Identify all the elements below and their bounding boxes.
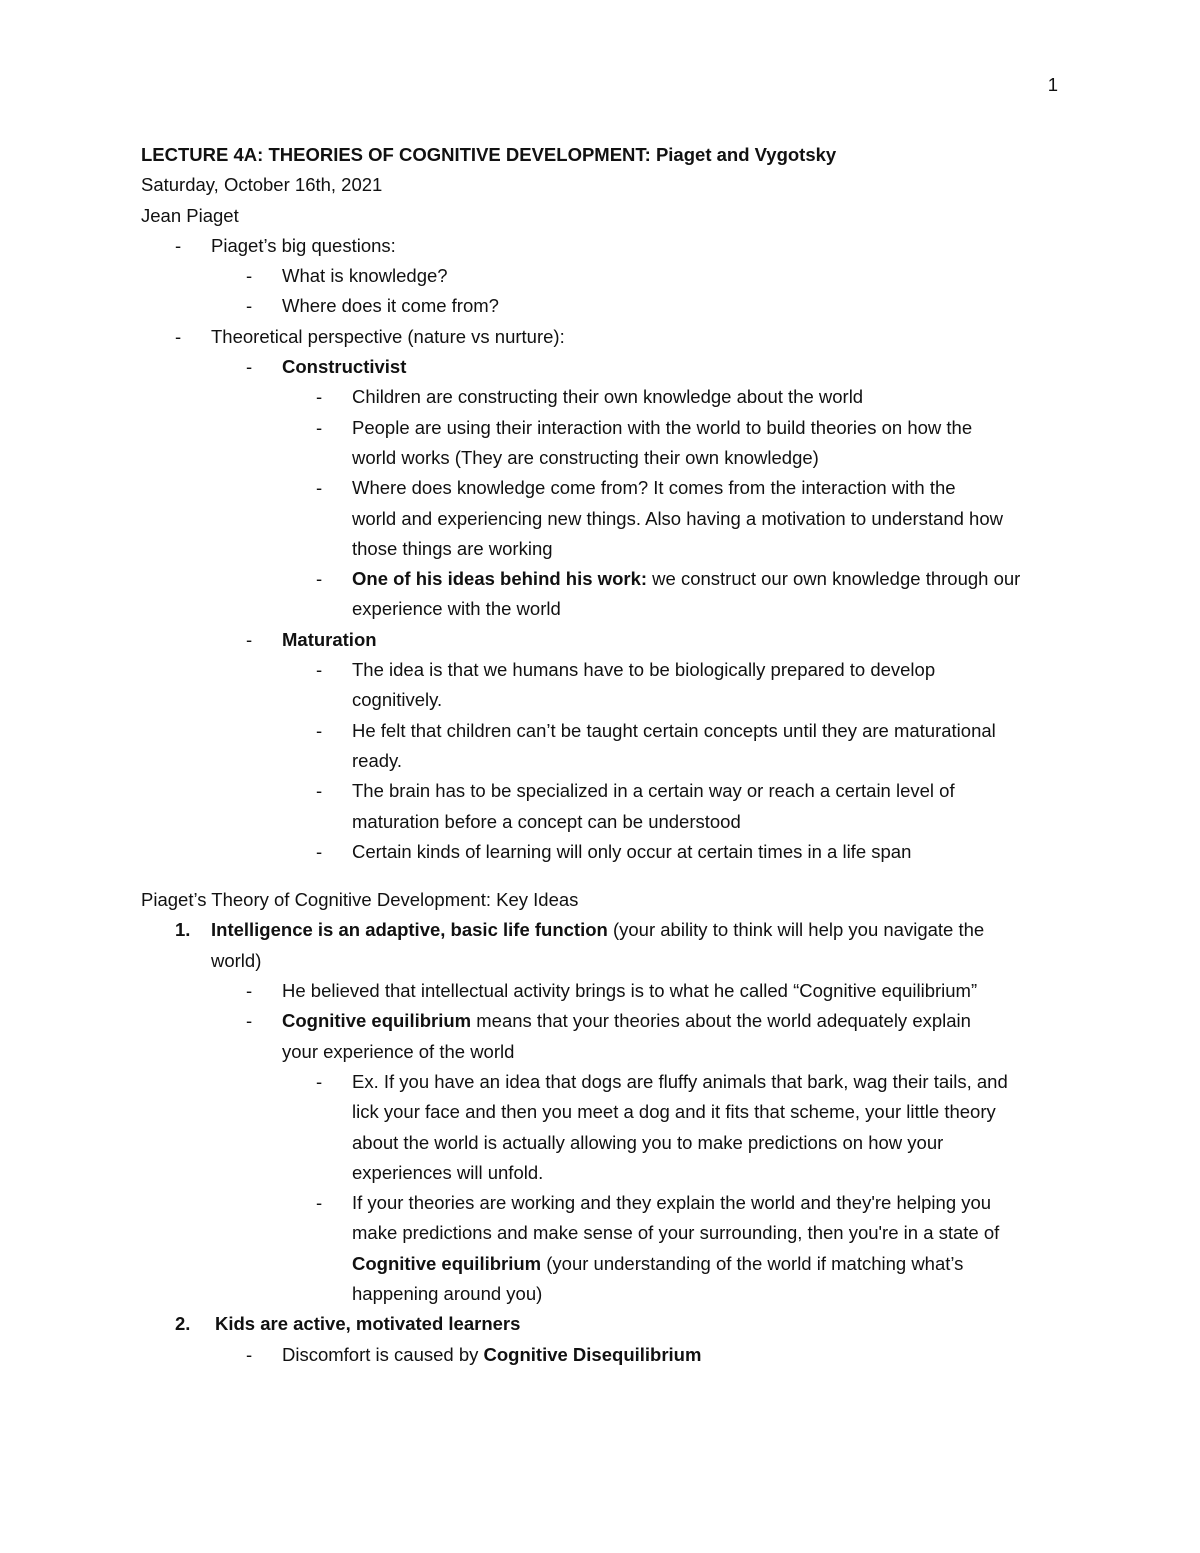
list-item-continuation: your experience of the world: [282, 1040, 515, 1062]
bullet-dash: -: [175, 234, 182, 256]
list-item: - Children are constructing their own knowledge about the world: [141, 382, 1061, 412]
document-date: Saturday, October 16th, 2021: [141, 174, 383, 196]
list-item-continuation: make predictions and make sense of your surrounding, then you're in a state of: [352, 1222, 1000, 1244]
list-item-continuation: world): [211, 949, 262, 971]
list-item: - Piaget’s big questions:: [141, 231, 1061, 261]
paragraph-gap: [141, 867, 1061, 885]
list-item: - Discomfort is caused by Cognitive Disequilibrium: [141, 1340, 1061, 1370]
list-item-continuation: lick your face and then you meet a dog and it fits that scheme, your little theory: [352, 1101, 996, 1123]
list-item: - Certain kinds of learning will only occur at certain times in a life span: [141, 837, 1061, 867]
list-item-continuation: about the world is actually allowing you to make predictions on how your: [352, 1131, 944, 1153]
subheading-maturation: Maturation: [282, 628, 377, 650]
bullet-dash: -: [316, 659, 323, 681]
list-item-continuation: Cognitive equilibrium (your understanding of the world if matching what’s: [352, 1252, 964, 1274]
list-item: - The brain has to be specialized in a certain way or reach a certain level of: [141, 776, 1061, 806]
list-item: - Cognitive equilibrium means that your theories about the world adequately explain: [141, 1006, 1061, 1036]
list-item: - He believed that intellectual activity brings is to what he called “Cognitive equilibrium”: [141, 976, 1061, 1006]
bullet-dash: -: [175, 325, 182, 347]
list-item: - Theoretical perspective (nature vs nurture):: [141, 322, 1061, 352]
page-number: 1: [1047, 74, 1058, 95]
list-item: - What is knowledge?: [141, 261, 1061, 291]
bullet-dash: -: [246, 356, 253, 378]
list-item-continuation: those things are working: [352, 537, 553, 559]
list-item-continuation: happening around you): [352, 1282, 543, 1304]
list-item-continuation: ready.: [352, 749, 403, 771]
list-item: - People are using their interaction with the world to build theories on how the: [141, 413, 1061, 443]
list-number: 1.: [175, 919, 191, 941]
bullet-dash: -: [246, 265, 253, 287]
list-item-continuation: cognitively.: [352, 689, 443, 711]
list-item-continuation: maturation before a concept can be understood: [352, 810, 741, 832]
bullet-dash: -: [246, 628, 253, 650]
bullet-dash: -: [246, 980, 253, 1002]
list-item-continuation: world and experiencing new things. Also having a motivation to understand how: [352, 507, 1003, 529]
bullet-dash: -: [316, 568, 323, 590]
bullet-dash: -: [316, 416, 323, 438]
bullet-dash: -: [316, 1070, 323, 1092]
list-item: [141, 352, 1061, 382]
list-item: - One of his ideas behind his work: we construct our own knowledge through our: [141, 564, 1061, 594]
document-body: [141, 140, 1061, 1370]
list-item-continuation: experience with the world: [352, 598, 561, 620]
list-item: - Where does it come from?: [141, 291, 1061, 321]
list-number: 2.: [175, 1313, 191, 1335]
bullet-dash: -: [316, 386, 323, 408]
numbered-item: 2. Kids are active, motivated learners: [141, 1309, 1061, 1339]
list-item-continuation: experiences will unfold.: [352, 1161, 544, 1183]
bullet-dash: -: [246, 1010, 253, 1032]
list-item: - If your theories are working and they explain the world and they're helping you: [141, 1188, 1061, 1218]
bullet-dash: -: [316, 719, 323, 741]
section-heading-jean-piaget: Jean Piaget: [141, 204, 239, 226]
document-title: LECTURE 4A: THEORIES OF COGNITIVE DEVELOPMENT: Piaget and Vygotsky: [141, 144, 837, 165]
section-heading-key-ideas: Piaget’s Theory of Cognitive Development: Key Ideas: [141, 889, 579, 911]
subheading-constructivist: Constructivist: [282, 356, 407, 378]
numbered-item: 1. Intelligence is an adaptive, basic life function (your ability to think will help you navigate the: [141, 915, 1061, 945]
list-item: - He felt that children can’t be taught certain concepts until they are maturational: [141, 716, 1061, 746]
list-item: - Ex. If you have an idea that dogs are fluffy animals that bark, wag their tails, and: [141, 1067, 1061, 1097]
bullet-dash: -: [316, 780, 323, 802]
list-item: [141, 625, 1061, 655]
bullet-dash: -: [246, 295, 253, 317]
bullet-dash: -: [316, 840, 323, 862]
list-item: - Where does knowledge come from? It comes from the interaction with the: [141, 473, 1061, 503]
bullet-dash: -: [316, 477, 323, 499]
list-item-continuation: world works (They are constructing their own knowledge): [352, 446, 819, 468]
list-item: - The idea is that we humans have to be biologically prepared to develop: [141, 655, 1061, 685]
bullet-dash: -: [246, 1343, 253, 1365]
bullet-dash: -: [316, 1192, 323, 1214]
